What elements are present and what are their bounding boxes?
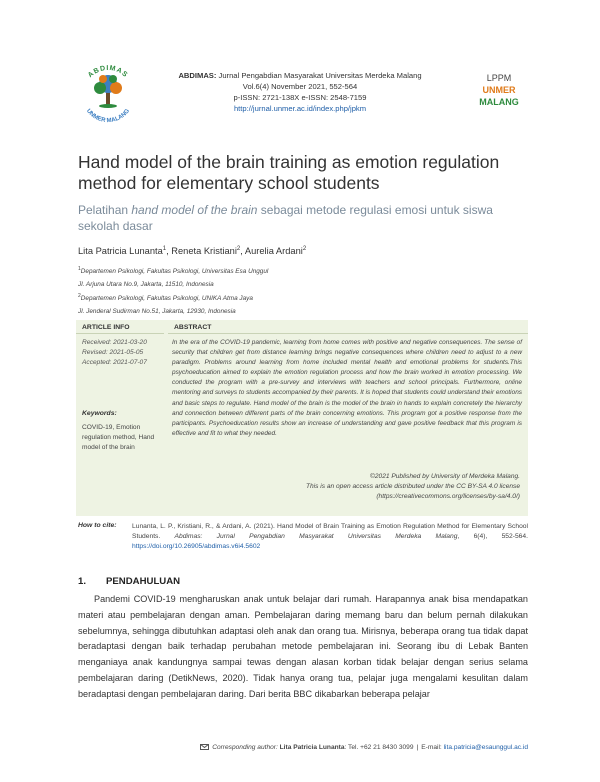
author-name: Aurelia Ardani [244, 246, 303, 257]
abstract-text: In the era of the COVID-19 pandemic, learning from home comes with positive and negative consequences. The sense of security that children get from distance learning brings negative consequences where children need to adjust to a new paradigm. Problems around learning from home included mental health and emotional problems for students.This psychoeducation aimed to explain the emotion regulation process and how the brain worked in emotion processing. We conducted the program with a pre-survey and interviews with teachers and school principals. Furthermore, online mentoring and surveys to students accompanied by their parents. It is hoped that students could understand their emotions and basic steps to regulate. Hand model of the brain is the model of the brain in hands to explain concretely the hierarchy and connection between different parts of the brain concerning emotions. This program got a positive response from the participants. Psychoeducation results show an increase of understanding and gave positive feedback that this program is effective and fit to what they needed. [172, 339, 522, 437]
footer-tel: : Tel. +62 21 8430 3099 [344, 744, 414, 751]
journal-volume: Vol.6(4) November 2021, 552-564 [242, 82, 358, 91]
article-title: Hand model of the brain training as emotion regulation method for elementary school students [78, 152, 500, 193]
journal-name: ABDIMAS: [178, 71, 217, 80]
article-dates [76, 334, 164, 372]
author-name: Lita Patricia Lunanta [78, 246, 163, 257]
author-name: Reneta Kristiani [171, 246, 237, 257]
section-heading [78, 576, 180, 587]
footer-email-label: E-mail: [421, 744, 442, 751]
article-info-panel [76, 320, 164, 516]
affiliations [78, 264, 268, 317]
article-info-heading: ARTICLE INFO [76, 320, 164, 334]
logo-text-bottom: UNMER MALANG [84, 108, 132, 125]
article-info-box [76, 320, 528, 516]
keywords-list: COVID-19, Emotion regulation method, Hand model of the brain [82, 424, 155, 451]
abstract-panel [168, 320, 528, 516]
citation-text: Lunanta, L. P., Kristiani, R., & Ardani, A. (2021). Hand Model of Brain Training as Emotion Regulation Method for Elementary School Students. Abdimas: Jurnal Pengabdian Masyarakat Universitas Merdeka Malang, 6(4), 552-564. https://doi.org/10.26905/abdimas.v6i4.5602 [132, 523, 528, 551]
license-link[interactable]: (https://creativecommons.org/licenses/by-sa/4.0/) [376, 493, 520, 501]
journal-issn: p-ISSN: 2721-138X e-ISSN: 2548-7159 [233, 93, 367, 102]
body-paragraph: Pandemi COVID-19 mengharuskan anak untuk belajar dari rumah. Harapannya anak bisa mendapatkan materi atau pembelajaran dengan aman. Pembelajaran daring memang baru dan belum pernah dilakukan sebelumnya, sehingga dibutuhkan adaptasi oleh anak dan orang tua. Mirisnya, beberapa orang tua tidak dapat beradaptasi dengan baik terhadap perubahan metode pembelajaran ini. Seorang ibu di Lebak Banten menganiaya anak kandungnya sampai tewas dengan alasan korban tidak belajar dengan serius selama pembelajaran daring (DetikNews, 2020). Tidak hanya orang tua, pelajar juga mengalami kesulitan dalam beradaptasi dengan pembelajaran daring. Dari berita BBC dikabarkan beberapa pelajar [78, 594, 528, 699]
lppm-line2: UNMER [482, 85, 516, 95]
lppm-line1: LPPM [486, 73, 512, 83]
journal-logo [72, 56, 144, 128]
lppm-badge [464, 72, 534, 108]
svg-text:UNMER MALANG [85, 108, 131, 124]
copyright-notice: ©2021 Published by University of Merdeka Malang. This is an open access article distributed under the CC BY-SA 4.0 license (https://creativecommons.org/licenses/by-sa/4.0/) [306, 472, 520, 503]
abstract-heading: ABSTRACT [168, 320, 528, 334]
keywords-label: Keywords: [82, 410, 117, 417]
affiliation-line: $^2$Departemen Psikologi, Fakultas Psikologi, UNIKA Atma Jaya [78, 292, 253, 302]
journal-info [150, 70, 450, 114]
article-subtitle: Pelatihan hand model of the brain sebagai metode regulasi emosi untuk siswa sekolah dasar [78, 203, 493, 233]
footer-author: Lita Patricia Lunanta [279, 744, 345, 751]
doi-link[interactable]: https://doi.org/10.26905/abdimas.v6i4.5602 [132, 543, 261, 551]
section-title: PENDAHULUAN [106, 576, 181, 587]
author-list: Lita Patricia Lunanta$^1$, Reneta Kristiani$^2$, Aurelia Ardani$^2$ [78, 246, 307, 257]
accepted-date: Accepted: 2021-07-07 [82, 359, 147, 366]
logo-text-top: ABDIMAS [86, 64, 130, 80]
how-to-cite-label: How to cite: [78, 522, 117, 529]
journal-subtitle: Jurnal Pengabdian Masyarakat Universitas Merdeka Malang [218, 71, 422, 80]
revised-date: Revised: 2021-05-05 [82, 349, 144, 356]
section-number: 1. [78, 576, 87, 587]
footer-email-link[interactable]: lita.patricia@esaunggul.ac.id [443, 744, 528, 751]
lppm-line3: MALANG [479, 97, 519, 107]
received-date: Received: 2021-03-20 [82, 339, 147, 346]
affiliation-line: $^1$Departemen Psikologi, Fakultas Psikologi, Universitas Esa Unggul [78, 266, 269, 276]
affiliation-line: Jl. Arjuna Utara No.9, Jakarta, 11510, Indonesia [78, 281, 214, 289]
footer-label: Corresponding author: [212, 744, 278, 751]
corresponding-author-footer: Corresponding author: Lita Patricia Lunanta: Tel. +62 21 8430 3099 | E-mail: lita.patricia@esaunggul.ac.id [200, 744, 528, 751]
affiliation-line: Jl. Jenderal Sudirman No.51, Jakarta, 12930, Indonesia [78, 308, 236, 316]
journal-url-link[interactable]: http://jurnal.unmer.ac.id/index.php/jpkm [233, 104, 367, 113]
mail-icon [200, 744, 209, 750]
